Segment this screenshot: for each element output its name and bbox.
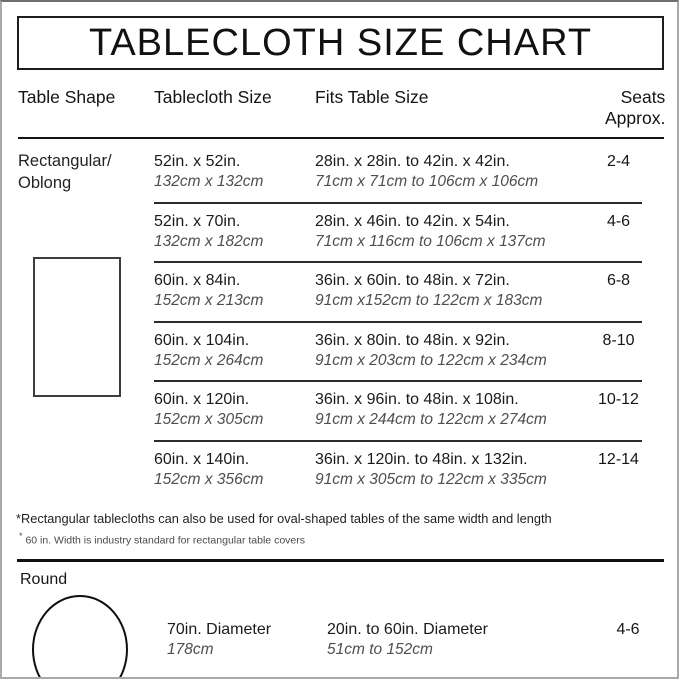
fits-cell: [315, 151, 595, 193]
size-cell: [154, 330, 315, 372]
table-row: [154, 442, 642, 500]
rectangular-shape-label: [18, 150, 112, 195]
col-header-fits-table-size: Fits Table Size: [315, 87, 429, 107]
table-row: [154, 323, 642, 383]
rectangular-table-shape-icon: [33, 257, 121, 397]
fits-cm: 71cm x 71cm to 106cm x 106cm: [315, 173, 539, 191]
col-header-tablecloth-size: Tablecloth Size: [154, 87, 272, 107]
title-box: [17, 16, 664, 70]
rectangular-rows: [154, 139, 642, 499]
rectangular-section: [2, 139, 677, 499]
fits-cm: 91cm x152cm to 122cm x 183cm: [315, 292, 543, 310]
size-cell: [154, 270, 315, 312]
fits-inches: 36in. x 96in. to 48in. x 108in.: [315, 391, 519, 409]
size-cell: [154, 389, 315, 431]
fits-inches: 36in. x 60in. to 48in. x 72in.: [315, 272, 510, 290]
fits-cell: [315, 389, 595, 431]
fits-cell: [315, 449, 595, 491]
size-cell: [154, 211, 315, 253]
footnote-standard-text: 60 in. Width is industry standard for rectangular table covers: [25, 534, 305, 547]
size-cm: 152cm x 305cm: [154, 411, 264, 429]
fits-cell: [327, 619, 609, 661]
fits-cell: [315, 270, 595, 312]
size-cell: [167, 619, 327, 661]
table-row: [154, 204, 642, 264]
size-cm: 178cm: [167, 640, 214, 658]
table-row: [154, 144, 642, 204]
size-inches: 60in. x 104in.: [154, 331, 250, 349]
size-cm: 132cm x 182cm: [154, 232, 264, 250]
round-table-shape-icon: [32, 595, 128, 679]
footnote-oval: *Rectangular tablecloths can also be used for oval-shaped tables of the same width and length: [16, 511, 552, 527]
col-header-seats-approx: Seats Approx.: [605, 87, 666, 128]
footnote-standard: [19, 531, 677, 547]
seats-value: 12-14: [598, 450, 639, 468]
round-shape-label: Round: [20, 570, 68, 588]
fits-cm: 91cm x 305cm to 122cm x 335cm: [315, 470, 547, 488]
size-inches: 52in. x 52in.: [154, 153, 241, 170]
size-cell: [154, 449, 315, 491]
fits-cell: [315, 211, 595, 253]
seats-value: 2-4: [606, 153, 631, 170]
table-row: [167, 619, 647, 661]
fits-inches: 28in. x 28in. to 42in. x 42in.: [315, 153, 510, 170]
size-cm: 152cm x 264cm: [154, 351, 264, 369]
size-inches: 60in. x 140in.: [154, 450, 250, 468]
footnote-asterisk: *: [19, 531, 23, 542]
shape-label-line2: Oblong: [18, 174, 72, 193]
fits-inches: 36in. x 80in. to 48in. x 92in.: [315, 331, 510, 349]
size-inches: 70in. Diameter: [167, 620, 272, 638]
fits-cm: 71cm x 116cm to 106cm x 137cm: [315, 232, 546, 250]
col-header-table-shape: Table Shape: [18, 87, 116, 107]
size-cell: [154, 151, 315, 193]
table-row: [154, 263, 642, 323]
fits-cm: 91cm x 203cm to 122cm x 234cm: [315, 351, 547, 369]
size-inches: 60in. x 120in.: [154, 391, 250, 409]
size-cm: 132cm x 132cm: [154, 173, 264, 191]
size-cm: 152cm x 356cm: [154, 470, 264, 488]
table-row: [154, 382, 642, 442]
fits-cell: [315, 330, 595, 372]
table-header: [18, 70, 664, 139]
fits-inches: 28in. x 46in. to 42in. x 54in.: [315, 212, 510, 230]
fits-cm: 91cm x 244cm to 122cm x 274cm: [315, 411, 547, 429]
fits-inches: 20in. to 60in. Diameter: [327, 620, 488, 638]
seats-value: 4-6: [606, 212, 631, 230]
size-inches: 60in. x 84in.: [154, 272, 241, 290]
fits-cm: 51cm to 152cm: [327, 640, 433, 658]
shape-label-line1: Rectangular/: [18, 152, 112, 170]
size-cm: 152cm x 213cm: [154, 292, 264, 310]
seats-value: 6-8: [606, 272, 631, 290]
fits-inches: 36in. x 120in. to 48in. x 132in.: [315, 450, 528, 468]
page-title: TABLECLOTH SIZE CHART: [88, 21, 593, 64]
seats-value: 10-12: [598, 391, 639, 409]
seats-value: 8-10: [602, 331, 635, 349]
seats-value: 4-6: [616, 620, 640, 638]
round-section: [2, 562, 677, 679]
size-inches: 52in. x 70in.: [154, 212, 241, 230]
